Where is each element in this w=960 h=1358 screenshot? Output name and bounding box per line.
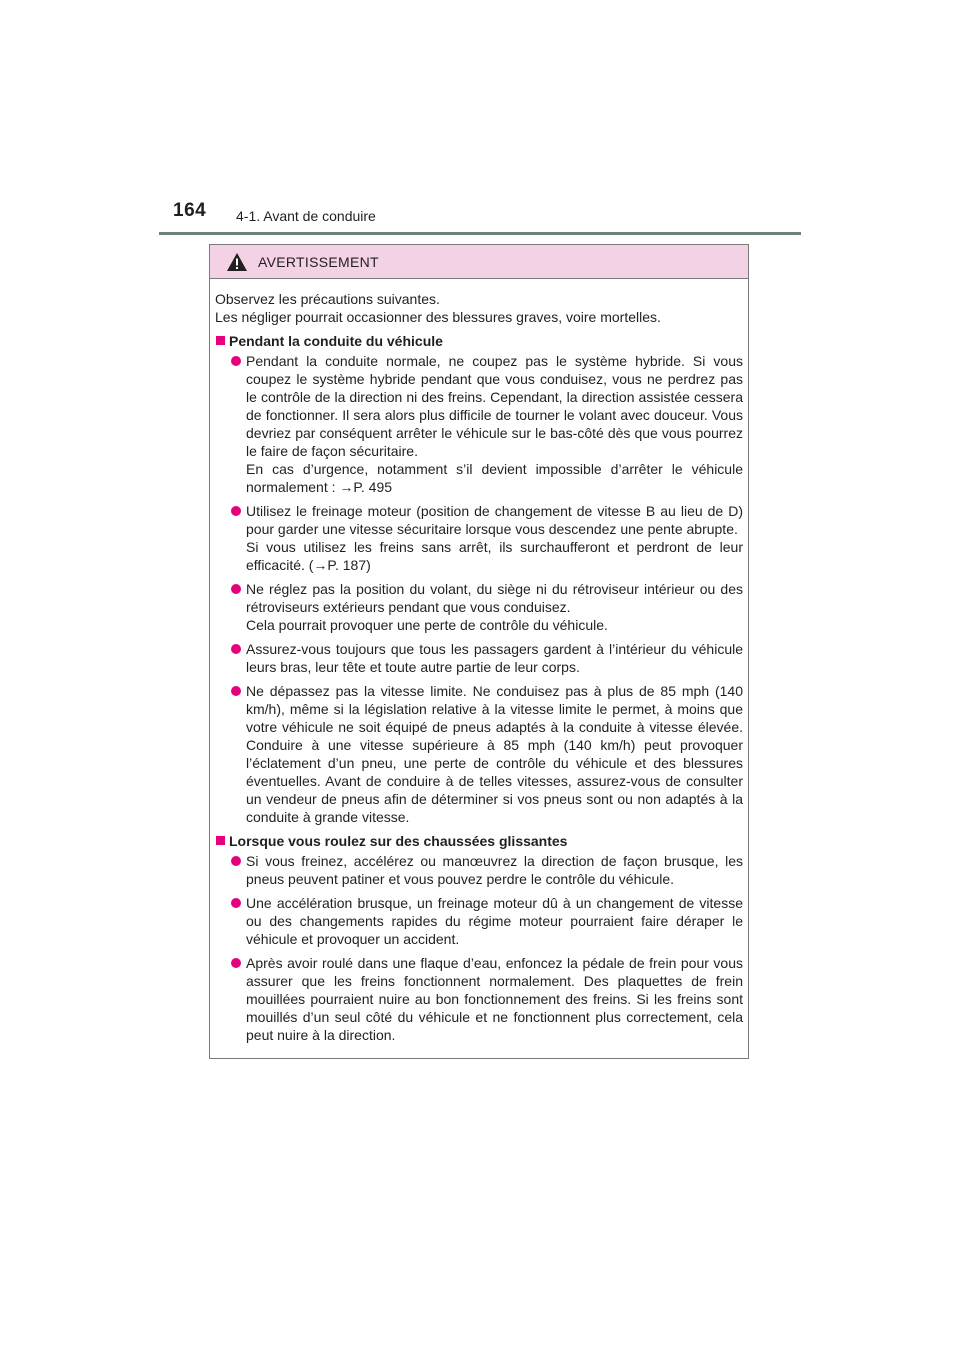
square-bullet-icon — [216, 836, 225, 845]
warning-item — [215, 894, 743, 948]
circle-bullet-icon — [231, 506, 241, 516]
circle-bullet-icon — [231, 644, 241, 654]
item-paragraph: Ne dépassez pas la vitesse limite. Ne conduisez pas à plus de 85 mph (140 km/h), même si la législation relative à la vitesse limite le permet, à moins que votre véhicule ne soit équipé de pneus adaptés à la conduite à vitesse élevée. Conduire à une vitesse supérieure à 85 mph (140 km/h) peut provoquer l’éclatement d’un pneu, une perte de contrôle du véhicule et des blessures éventuelles. Avant de conduire à de telles vitesses, assurez-vous de consulter un vendeur de pneus afin de déterminer si vos pneus sont ou non adaptés à la conduite à grande vitesse. — [246, 683, 743, 825]
warning-intro — [215, 290, 743, 326]
circle-bullet-icon — [231, 356, 241, 366]
warning-triangle-icon — [226, 252, 248, 272]
circle-bullet-icon — [231, 686, 241, 696]
warning-item — [215, 352, 743, 496]
item-paragraph: Pendant la conduite normale, ne coupez pas le système hybride. Si vous coupez le système hybride pendant que vous conduisez, vous ne perdrez pas le contrôle de la direction ni des freins. Cependant, la direction assistée cessera de fonctionner. Il sera alors plus difficile de tourner le volant avec douceur. Vous devriez par conséquent arrêter le véhicule sur le bas-côté dès que vous pourrez le faire de façon sécuritaire. — [246, 353, 743, 459]
square-bullet-icon — [216, 336, 225, 345]
item-paragraph: Ne réglez pas la position du volant, du siège ni du rétroviseur intérieur ou des rétroviseurs extérieurs pendant que vous conduisez. — [246, 581, 743, 615]
section-heading — [215, 332, 743, 350]
intro-line: Les négliger pourrait occasionner des blessures graves, voire mortelles. — [215, 309, 661, 325]
section-title: 4-1. Avant de conduire — [236, 208, 376, 224]
item-paragraph: Après avoir roulé dans une flaque d’eau, enfoncez la pédale de frein pour vous assurer que les freins fonctionnent normalement. Des plaquettes de frein mouillées pourraient nuire au bon fonctionnement des freins. Si les freins sont mouillés d’un seul côté du véhicule et ne fonctionnent plus correctement, cela peut nuire à la direction. — [246, 955, 743, 1043]
item-paragraph: Si vous freinez, accélérez ou manœuvrez la direction de façon brusque, les pneus peuvent patiner et vous pouvez perdre le contrôle du véhicule. — [246, 853, 743, 887]
circle-bullet-icon — [231, 898, 241, 908]
warning-item — [215, 640, 743, 676]
section-heading-text: Pendant la conduite du véhicule — [229, 333, 443, 349]
warning-item — [215, 682, 743, 826]
circle-bullet-icon — [231, 856, 241, 866]
warning-item — [215, 954, 743, 1044]
warning-item — [215, 852, 743, 888]
page-number: 164 — [173, 200, 207, 221]
circle-bullet-icon — [231, 584, 241, 594]
item-paragraph: Si vous utilisez les freins sans arrêt, ils surchaufferont et perdront de leur efficacité. (→P. 187) — [246, 539, 743, 573]
item-paragraph: Assurez-vous toujours que tous les passagers gardent à l’intérieur du véhicule leurs bras, leur tête et toute autre partie de leur corps. — [246, 641, 743, 675]
item-paragraph: Utilisez le freinage moteur (position de changement de vitesse B au lieu de D) pour garder une vitesse sécuritaire lorsque vous descendez une pente abrupte. — [246, 503, 743, 537]
warning-item — [215, 502, 743, 574]
intro-line: Observez les précautions suivantes. — [215, 291, 440, 307]
section-heading-text: Lorsque vous roulez sur des chaussées glissantes — [229, 833, 568, 849]
warning-title: AVERTISSEMENT — [258, 253, 379, 270]
circle-bullet-icon — [231, 958, 241, 968]
item-paragraph: Une accélération brusque, un freinage moteur dû à un changement de vitesse ou des changements rapides du régime moteur pourraient faire déraper le véhicule et provoquer un accident. — [246, 895, 743, 947]
warning-box — [209, 244, 749, 1059]
warning-item — [215, 580, 743, 634]
section-heading — [215, 832, 743, 850]
item-paragraph: En cas d’urgence, notamment s’il devient impossible d’arrêter le véhicule normalement : →P. 495 — [246, 461, 743, 495]
header-rule — [159, 232, 801, 235]
warning-header — [210, 245, 748, 279]
item-paragraph: Cela pourrait provoquer une perte de contrôle du véhicule. — [246, 617, 608, 633]
warning-body — [210, 279, 748, 1044]
